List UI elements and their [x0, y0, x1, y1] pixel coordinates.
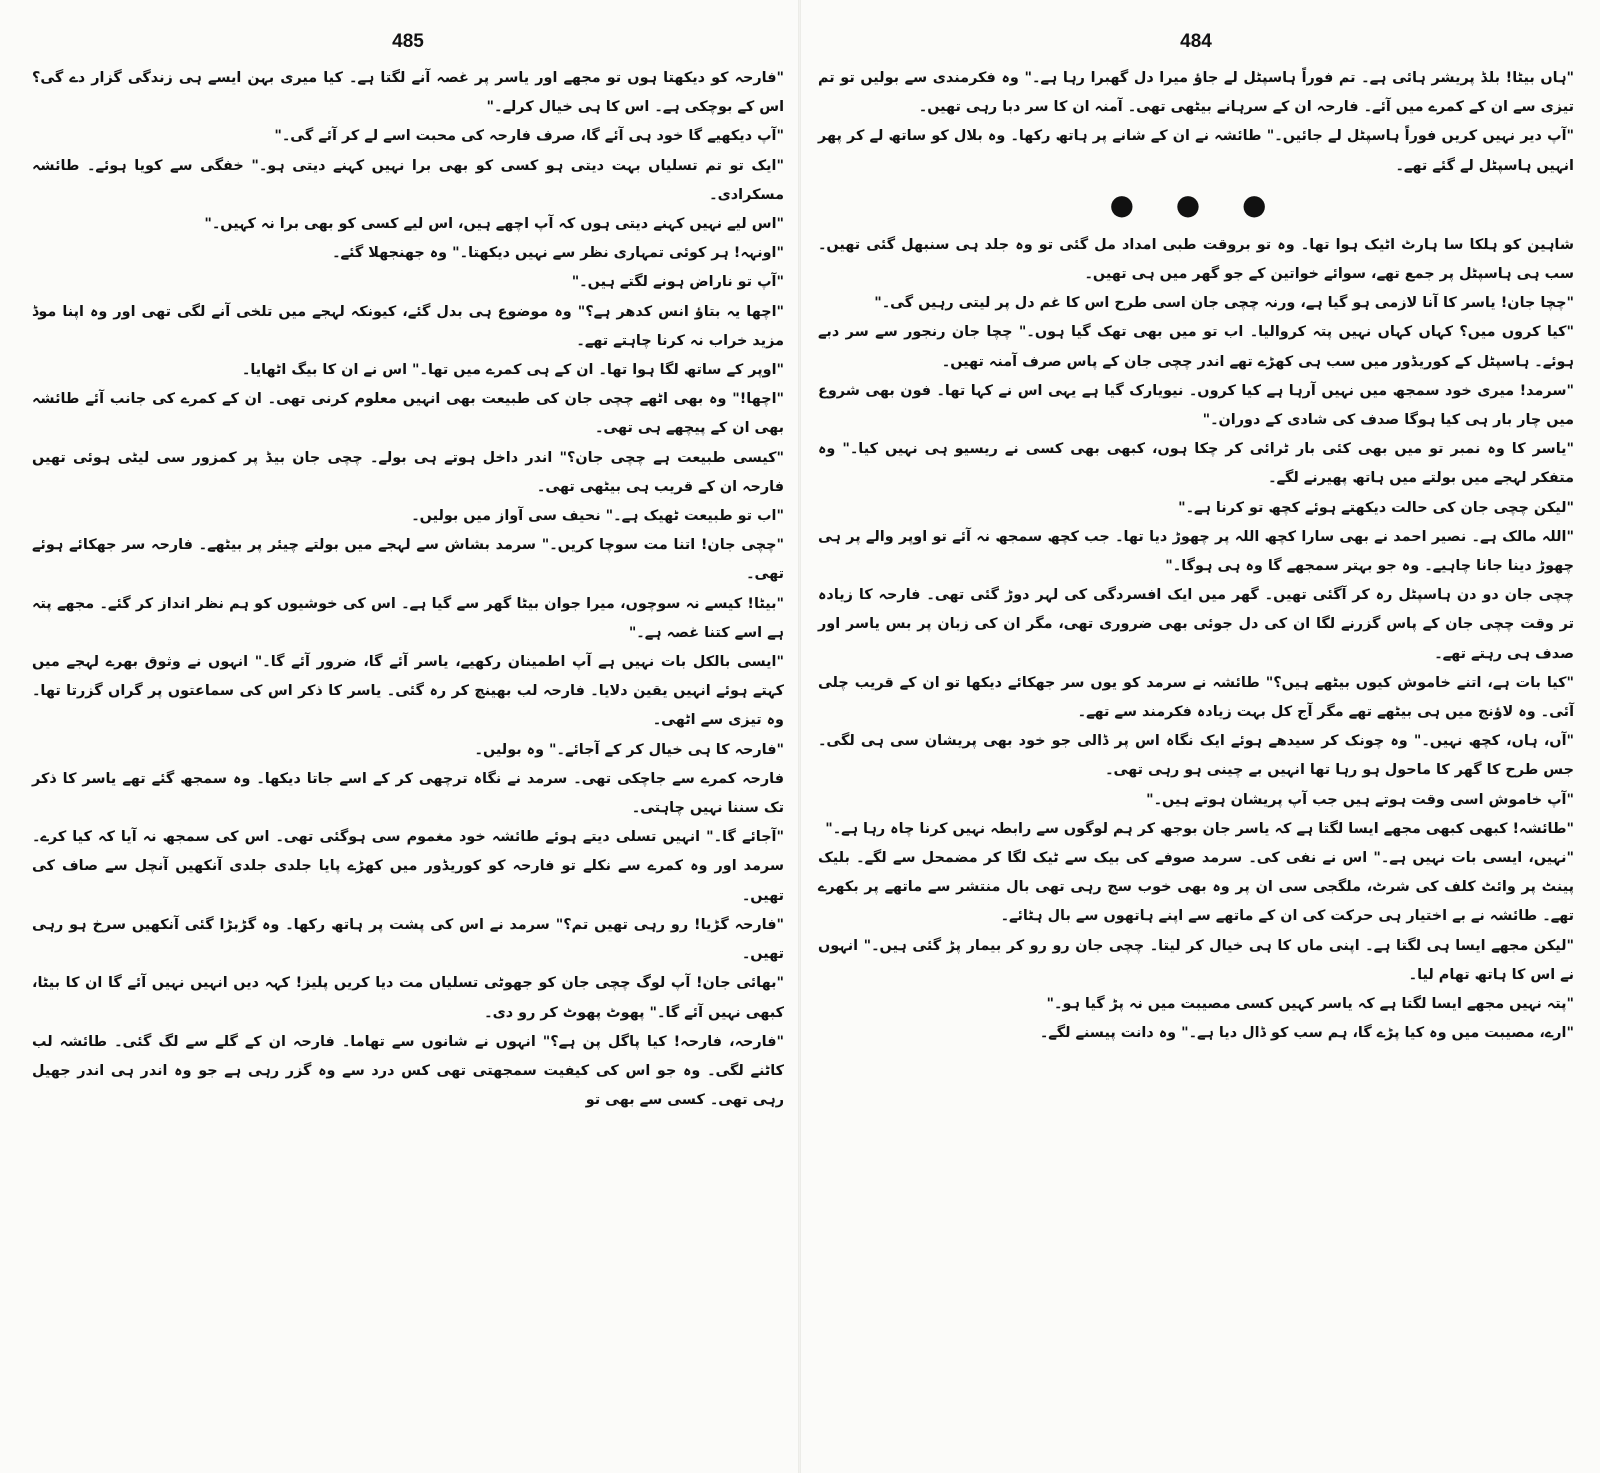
right-page-number: 484	[1180, 31, 1212, 52]
paragraph: "اونہہ! ہر کوئی تمہاری نظر سے نہیں دیکھتا۔" وہ جھنجھلا گئے۔	[332, 245, 784, 262]
paragraph: "نہیں، ایسی بات نہیں ہے۔" اس نے نفی کی۔ سرمد صوفے کی بیک سے ٹیک لگا کر مضمحل سے لگے۔ بلیک پینٹ پر وائٹ کلف کی شرٹ، ملگجی سی ان پر وہ بھی خوب سج رہی تھی بال منتشر سے ماتھے پر بکھرے تھے۔ طائشہ نے بے اختیار ہی حرکت کی ان کے ماتھے سے اپنے ہاتھوں سے بال ہٹائے۔	[818, 850, 1574, 925]
paragraph: "اب تو طبیعت ٹھیک ہے۔" نحیف سی آواز میں بولیں۔	[411, 508, 784, 525]
paragraph: "آجائے گا۔" انہیں تسلی دیتے ہوئے طائشہ خود مغموم سی ہوگئی تھی۔ اس کی سمجھ نہ آیا کہ کیا کرے۔ سرمد اور وہ کمرے سے نکلے تو فارحہ کو کوریڈور میں کھڑے پایا جلدی جلدی آنکھیں آنچل سے صاف کی تھیں۔	[32, 829, 784, 904]
paragraph: "آپ دیکھیے گا خود ہی آئے گا، صرف فارحہ کی محبت اسے لے کر آئے گی۔"	[274, 128, 784, 145]
paragraph: "کیا کروں میں؟ کہاں کہاں نہیں پتہ کروالیا۔ اب تو میں بھی تھک گیا ہوں۔" چچا جان رنجور سے سر دبے ہوئے۔ ہاسپٹل کے کوریڈور میں سب ہی کھڑے تھے اندر چچی جان کے پاس صرف آمنہ تھیں۔	[818, 324, 1574, 370]
paragraph: "بیٹا! کیسے نہ سوچوں، میرا جوان بیٹا گھر سے گیا ہے۔ اس کی خوشیوں کو ہم نظر انداز کر گئے۔ مجھے پتہ ہے اسے کتنا غصہ ہے۔"	[32, 595, 784, 641]
paragraph: فارحہ کمرے سے جاچکی تھی۔ سرمد نے نگاہ ترچھی کر کے اسے جاتا دیکھا۔ وہ سمجھ گئے تھے یاسر کا ذکر تک سننا نہیں چاہتی۔	[32, 770, 784, 817]
paragraph: "پتہ نہیں مجھے ایسا لگتا ہے کہ یاسر کہیں کسی مصیبت میں نہ پڑ گیا ہو۔"	[1046, 996, 1574, 1013]
paragraph: چچی جان دو دن ہاسپٹل رہ کر آگئی تھیں۔ گھر میں ایک افسردگی کی لہر دوڑ گئی تھی۔ فارحہ کا زیادہ تر وقت چچی جان کے پاس گزرنے لگا ان کی دل جوئی بھی ضروری تھی، مگر ان کی زبان پر بس یاسر اور صدف ہی رہتے تھے۔	[818, 587, 1574, 662]
right-page	[806, 30, 1588, 1455]
paragraph: "سرمد! میری خود سمجھ میں نہیں آرہا ہے کیا کروں۔ نیویارک گیا ہے یہی اس نے کہا تھا۔ فون بھی شروع میں چار بار ہی کیا ہوگا صدف کی شادی کے دوران۔"	[818, 382, 1574, 429]
paragraph: "ایسی بالکل بات نہیں ہے آپ اطمینان رکھیے، یاسر آئے گا، ضرور آئے گا۔" انہوں نے وثوق بھرے لہجے میں کہتے ہوئے انہیں یقین دلایا۔ فارحہ لب بھینچ کر رہ گئی۔ یاسر کا ذکر اس کی سماعتوں پر گراں گزرتا تھا۔ وہ تیزی سے اٹھی۔	[32, 654, 784, 729]
paragraph: "اوپر کے ساتھ لگا ہوا تھا۔ ان کے ہی کمرے میں تھا۔" اس نے ان کا بیگ اٹھایا۔	[241, 362, 784, 379]
paragraph: "ہاں بیٹا! بلڈ پریشر ہائی ہے۔ تم فوراً ہاسپٹل لے جاؤ میرا دل گھبرا رہا ہے۔" وہ فکرمندی سے بولیں تو تم تیزی سے ان کے کمرے میں آئے۔ فارحہ ان کے سرہانے بیٹھی تھی۔ آمنہ ان کا سر دبا رہی تھیں۔	[818, 70, 1574, 116]
paragraph: "ارے، مصیبت میں وہ کیا پڑے گا، ہم سب کو ڈال دیا ہے۔" وہ دانت پیسنے لگے۔	[1039, 1025, 1574, 1042]
left-page-number: 485	[392, 31, 424, 52]
paragraph: "لیکن مجھے ایسا ہی لگتا ہے۔ اپنی ماں کا ہی خیال کر لیتا۔ چچی جان رو رو کر بیمار پڑ گئی ہیں۔" انہوں نے اس کا ہاتھ تھام لیا۔	[818, 937, 1574, 983]
paragraph: "چچا جان! یاسر کا آنا لازمی ہو گیا ہے، ورنہ چچی جان اسی طرح اس کا غم دل پر لیتی رہیں گی۔"	[874, 295, 1574, 312]
paragraph: "فارحہ کو دیکھتا ہوں تو مجھے اور یاسر پر غصہ آنے لگتا ہے۔ کیا میری بہن ایسے ہی زندگی گزار دے گی؟ اس کے بوچکی ہے۔ اس کا ہی خیال کرلے۔"	[32, 70, 784, 116]
paragraph: "فارحہ، فارحہ! کیا پاگل پن ہے؟" انہوں نے شانوں سے تھاما۔ فارحہ ان کے گلے سے لگ گئی۔ طائشہ لب کاٹنے لگی۔ وہ جو اس کی کیفیت سمجھتی تھی کس درد سے وہ گزر رہی ہے جو وہ اندر ہی اندر جھیل رہی تھی۔ کسی سے بھی تو	[32, 1033, 784, 1109]
paragraph: "اس لیے نہیں کہنے دیتی ہوں کہ آپ اچھے ہیں، اس لیے کسی کو بھی برا نہ کہیں۔"	[204, 216, 784, 233]
paragraph: "آں، ہاں، کچھ نہیں۔" وہ چونک کر سیدھے ہوئے ایک نگاہ اس پر ڈالی جو خود بھی پریشان سی ہی لگی۔ جس طرح کا گھر کا ماحول ہو رہا تھا انہیں بے چینی ہو رہی تھی۔	[818, 733, 1574, 779]
paragraph: "کیا بات ہے، اتنے خاموش کیوں بیٹھے ہیں؟" طائشہ نے سرمد کو یوں سر جھکائے دیکھا تو ان کے قریب چلی آئی۔ وہ لاؤنج میں ہی بیٹھے تھے مگر آج کل بہت زیادہ فکرمند سے تھے۔	[818, 674, 1574, 721]
paragraph: "اچھا یہ بتاؤ انس کدھر ہے؟" وہ موضوع ہی بدل گئے، کیونکہ لہجے میں تلخی آنے لگی تھی اور وہ اپنا موڈ مزید خراب نہ کرنا چاہتے تھے۔	[32, 303, 784, 349]
paragraph: "آپ دیر نہیں کریں فوراً ہاسپٹل لے جائیں۔" طائشہ نے ان کے شانے پر ہاتھ رکھا۔ وہ بلال کو ساتھ لے کر پھر انہیں ہاسپٹل لے گئے تھے۔	[818, 128, 1574, 174]
paragraph: "فارحہ گڑیا! رو رہی تھیں تم؟" سرمد نے اس کی پشت پر ہاتھ رکھا۔ وہ گڑبڑا گئی آنکھیں سرخ ہو رہی تھیں۔	[32, 916, 784, 963]
paragraph: "بھائی جان! آپ لوگ چچی جان کو جھوٹی تسلیاں مت دیا کریں پلیز! کہہ دیں انہیں نہیں آئے گا ان کا بیٹا، کبھی نہیں آئے گا۔" پھوٹ پھوٹ کر رو دی۔	[32, 975, 784, 1021]
paragraph: "آپ خاموش اسی وقت ہوتے ہیں جب آپ پریشان ہوتے ہیں۔"	[1146, 791, 1574, 808]
right-page-body	[818, 64, 1574, 1049]
book-gutter	[798, 0, 801, 1473]
left-page	[14, 30, 794, 1455]
paragraph: "اللہ مالک ہے۔ نصیر احمد نے بھی سارا کچھ اللہ پر چھوڑ دیا تھا۔ جب کچھ سمجھ نہ آئے تو اوپر والے پر ہی چھوڑ دینا جانا چاہیے۔ وہ جو بہتر سمجھے گا وہ ہی ہوگا۔"	[818, 528, 1574, 575]
paragraph: "یاسر کا وہ نمبر تو میں بھی کئی بار ٹرائی کر چکا ہوں، کبھی بھی کسی نے ریسیو ہی نہیں کیا۔" وہ متفکر لہجے میں بولتے میں ہاتھ پھیرنے لگے۔	[818, 441, 1574, 487]
paragraph: "کیسی طبیعت ہے چچی جان؟" اندر داخل ہوتے ہی بولے۔ چچی جان بیڈ پر کمزور سی لیٹی ہوئی تھیں فارحہ ان کے قریب ہی بیٹھی تھی۔	[32, 449, 784, 495]
paragraph: شاہین کو ہلکا سا ہارٹ اٹیک ہوا تھا۔ وہ تو بروقت طبی امداد مل گئی تو وہ جلد ہی سنبھل گئی تھیں۔ سب ہی ہاسپٹل پر جمع تھے، سوائے خواتین کے جو گھر میں ہی تھیں۔	[818, 236, 1574, 283]
paragraph: "اچھا!" وہ بھی اٹھے چچی جان کی طبیعت بھی انہیں معلوم کرنی تھی۔ ان کے کمرے کی جانب آئے طائشہ بھی ان کے پیچھے ہی تھی۔	[32, 391, 784, 437]
paragraph: "ایک تو تم تسلیاں بہت دیتی ہو کسی کو بھی برا نہیں کہنے دیتی ہو۔" خفگی سے کویا ہوئے۔ طائشہ مسکرادی۔	[32, 157, 784, 203]
paragraph: "لیکن چچی جان کی حالت دیکھتے ہوئے کچھ تو کرنا ہے۔"	[1178, 499, 1574, 516]
paragraph: "چچی جان! اتنا مت سوچا کریں۔" سرمد بشاش سے لہجے میں بولتے چیئر پر بیٹھے۔ فارحہ سر جھکائے ہوئے تھی۔	[32, 537, 784, 583]
left-page-body	[32, 64, 784, 1115]
paragraph: "طائشہ! کبھی کبھی مجھے ایسا لگتا ہے کہ یاسر جان بوجھ کر ہم لوگوں سے رابطہ نہیں کرنا چاہ رہا ہے۔"	[825, 820, 1574, 837]
section-break-dots: ● ● ●	[1109, 187, 1283, 221]
paragraph: "فارحہ کا ہی خیال کر کے آجائے۔" وہ بولیں۔	[474, 741, 784, 758]
paragraph: "آپ تو ناراض ہونے لگتے ہیں۔"	[571, 274, 784, 291]
